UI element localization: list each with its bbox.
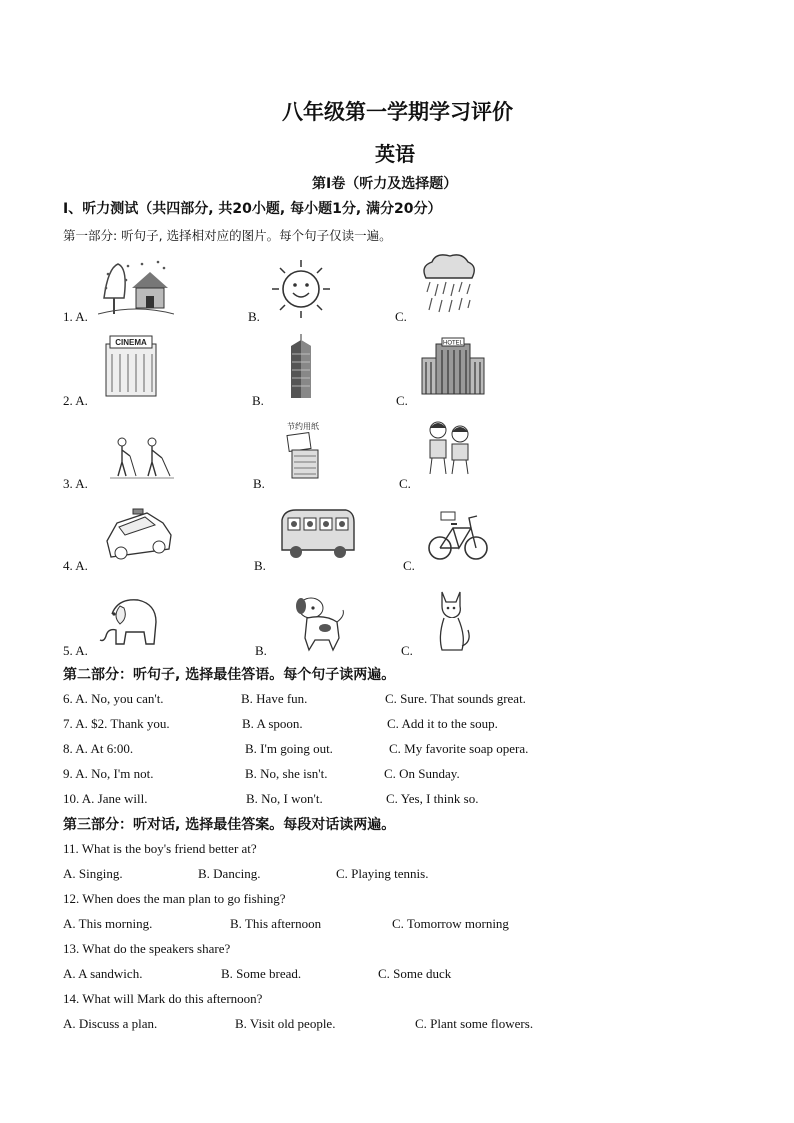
q13-option-a: A. A sandwich. (63, 966, 143, 981)
row2-label-c: C. (396, 393, 408, 408)
section-heading: I、听力测试（共四部分, 共20小题, 每小题1分, 满分20分） (63, 201, 442, 217)
sweeping-people-picture (108, 434, 176, 480)
row5-label-b: B. (255, 643, 267, 658)
q12-stem: 12. When does the man plan to go fishing? (63, 891, 286, 906)
bicycle-picture (427, 508, 489, 562)
hotel-picture (420, 336, 486, 396)
q8-option-b: B. I'm going out. (245, 741, 333, 756)
row1-label-c: C. (395, 309, 407, 324)
row1-label-a: 1. A. (63, 309, 88, 324)
row3-label-c: C. (399, 476, 411, 491)
row2-label-b: B. (252, 393, 264, 408)
q7-option-c: C. Add it to the soup. (387, 716, 498, 731)
q12-option-b: B. This afternoon (230, 916, 322, 931)
q10-option-b: B. No, I won't. (246, 791, 323, 806)
cinema-sign-text: CINEMA (115, 338, 147, 347)
q14-option-a: A. Discuss a plan. (63, 1016, 158, 1031)
save-paper-sign-text: 节约用纸 (287, 422, 319, 431)
row3-label-b: B. (253, 476, 265, 491)
row4-label-c: C. (403, 558, 415, 573)
part2-heading: 第二部分：听句子, 选择最佳答语。每个句子读两遍。 (63, 667, 396, 683)
skyscraper-picture (283, 334, 319, 400)
q12-option-c: C. Tomorrow morning (392, 916, 509, 931)
q9-option-a: 9. A. No, I'm not. (63, 766, 154, 781)
q10-option-a: 10. A. Jane will. (63, 791, 148, 806)
page-title: 八年级第一学期学习评价 (282, 100, 513, 124)
q14-option-c: C. Plant some flowers. (415, 1016, 534, 1031)
q12-option-a: A. This morning. (63, 916, 153, 931)
q13-option-c: C. Some duck (378, 966, 452, 981)
cinema-picture (104, 334, 158, 398)
bus-picture (280, 508, 356, 560)
sunny-picture (270, 258, 332, 320)
q9-option-c: C. On Sunday. (384, 766, 460, 781)
rainy-picture (418, 252, 478, 318)
q14-option-b: B. Visit old people. (235, 1016, 336, 1031)
row4-label-b: B. (254, 558, 266, 573)
part1-intro: 第一部分: 听句子, 选择相对应的图片。每个句子仅读一遍。 (63, 228, 392, 243)
volume-title: 第Ⅰ卷（听力及选择题） (312, 176, 458, 192)
police-car-picture (103, 505, 175, 565)
row5-label-c: C. (401, 643, 413, 658)
q11-option-c: C. Playing tennis. (336, 866, 429, 881)
row4-label-a: 4. A. (63, 558, 88, 573)
q11-option-b: B. Dancing. (198, 866, 261, 881)
row1-label-b: B. (248, 309, 260, 324)
subject-title: 英语 (375, 142, 415, 166)
q7-option-a: 7. A. $2. Thank you. (63, 716, 170, 731)
row3-label-a: 3. A. (63, 476, 88, 491)
q9-option-b: B. No, she isn't. (245, 766, 328, 781)
save-paper-picture (282, 420, 324, 482)
q6-option-b: B. Have fun. (241, 691, 308, 706)
q8-option-c: C. My favorite soap opera. (389, 741, 529, 756)
row2-label-a: 2. A. (63, 393, 88, 408)
q10-option-c: C. Yes, I think so. (386, 791, 479, 806)
q11-option-a: A. Singing. (63, 866, 123, 881)
dog-picture (285, 594, 347, 654)
elephant-picture (98, 594, 160, 650)
cat-picture (432, 586, 474, 656)
q11-stem: 11. What is the boy's friend better at? (63, 841, 257, 856)
q14-stem: 14. What will Mark do this afternoon? (63, 991, 263, 1006)
q6-option-c: C. Sure. That sounds great. (385, 691, 526, 706)
q6-option-a: 6. A. No, you can't. (63, 691, 164, 706)
row5-label-a: 5. A. (63, 643, 88, 658)
q13-stem: 13. What do the speakers share? (63, 941, 231, 956)
snowy-house-picture (98, 258, 174, 318)
part3-heading: 第三部分：听对话, 选择最佳答案。每段对话读两遍。 (63, 817, 396, 833)
q7-option-b: B. A spoon. (242, 716, 303, 731)
q13-option-b: B. Some bread. (221, 966, 302, 981)
children-picture (424, 418, 474, 476)
q8-option-a: 8. A. At 6:00. (63, 741, 134, 756)
hotel-sign-text: HOTEL (442, 340, 464, 347)
